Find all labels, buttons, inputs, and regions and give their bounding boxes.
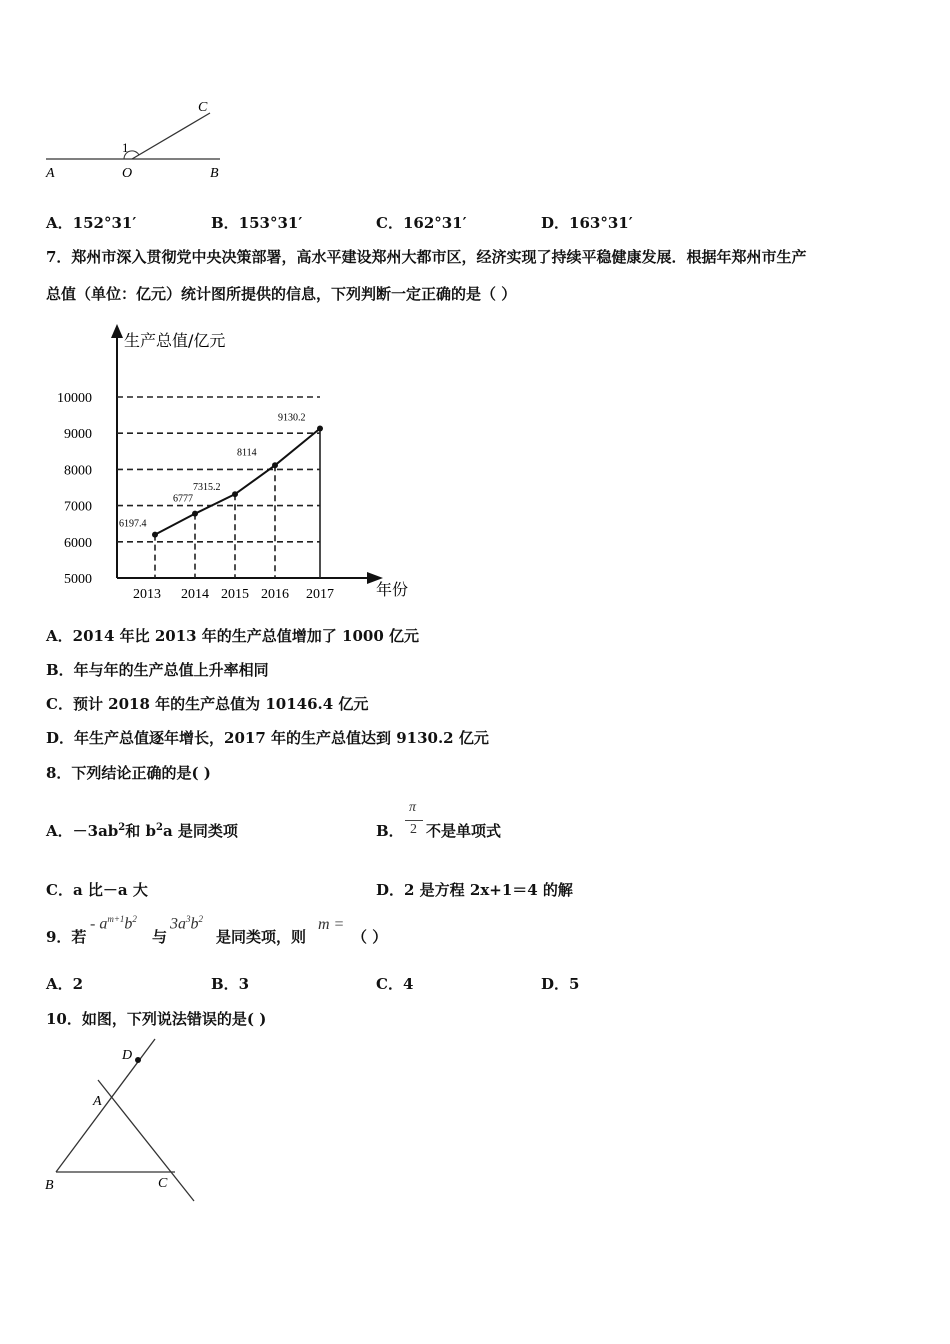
- q6-option-b: B．153°31′: [211, 214, 303, 232]
- q8-a-sup1: 2: [118, 822, 126, 833]
- chart-x-tick-label: 2014: [181, 587, 209, 602]
- label-B: B: [210, 166, 219, 181]
- q8-a-mid: 和 b: [125, 822, 156, 840]
- q7-option-a: A．2014 年比 2013 年的生产总值增加了 1000 亿元: [46, 627, 419, 645]
- chart-y-tick-label: 6000: [64, 535, 92, 551]
- chart-data-label: 8114: [237, 447, 257, 459]
- chart-y-tick-label: 5000: [64, 572, 92, 587]
- q9-term2: [170, 914, 203, 933]
- chart-x-tick-label: 2013: [133, 587, 161, 602]
- q9-term2-b: b: [190, 915, 199, 933]
- chart-data-label: 6197.4: [119, 518, 147, 530]
- label-C: C: [158, 1176, 168, 1191]
- q7-option-d: D．年生产总值逐年增长，2017 年的生产总值达到 9130.2 亿元: [46, 729, 489, 747]
- chart-y-tick-label: 7000: [64, 499, 92, 515]
- q9-and: 与: [152, 928, 168, 946]
- chart-data-label: 9130.2: [278, 412, 306, 424]
- q7-line-chart: [40, 318, 430, 613]
- q9-term1-bexp: 2: [132, 914, 137, 924]
- q8-pi-denominator: 2: [410, 822, 417, 837]
- q10-triangle-figure: [40, 1035, 210, 1205]
- chart-data-point: [317, 425, 323, 431]
- chart-data-point: [272, 462, 278, 468]
- q8-a-prefix: A．－3ab: [46, 822, 119, 840]
- q9-m-equals: m =: [318, 916, 345, 933]
- q6-option-c: C．162°31′: [376, 214, 467, 232]
- q10-stem: 10．如图，下列说法错误的是( ): [46, 1010, 267, 1028]
- label-D: D: [122, 1048, 133, 1063]
- chart-series-line: [155, 428, 320, 534]
- q8-option-b-prefix: B．: [376, 822, 404, 840]
- q9-term2-bexp: 2: [198, 914, 203, 924]
- q9-term2-exp: 3: [186, 914, 191, 924]
- q9-term1-base: - a: [90, 915, 108, 933]
- chart-y-tick-label: 10000: [57, 391, 92, 406]
- label-C: C: [198, 100, 208, 115]
- q7-stem-line2: 总值（单位：亿元）统计图所提供的信息，下列判断一定正确的是（ ）: [46, 285, 517, 303]
- chart-y-tick-label: 9000: [64, 427, 92, 443]
- q8-pi-numerator: π: [409, 800, 417, 815]
- q6-option-d: D．163°31′: [541, 214, 633, 232]
- q8-stem: 8．下列结论正确的是( ): [46, 764, 211, 782]
- chart-x-tick-label: 2015: [221, 587, 249, 602]
- q8-option-b-suffix: 不是单项式: [426, 822, 502, 840]
- q6-angle-figure: [40, 95, 240, 190]
- label-O: O: [122, 166, 133, 181]
- chart-y-tick-label: 8000: [64, 463, 92, 479]
- label-A: A: [93, 1094, 102, 1109]
- q9-term2-base: 3a: [170, 915, 186, 933]
- chart-data-point: [152, 532, 158, 538]
- q8-a-sup2: 2: [155, 822, 163, 833]
- label-B: B: [45, 1178, 54, 1193]
- chart-x-tick-label: 2016: [261, 587, 289, 602]
- chart-data-label: 7315.2: [193, 482, 221, 494]
- chart-y-axis-label: 生产总值/亿元: [124, 331, 226, 350]
- q9-prefix: 9．若: [46, 928, 87, 946]
- q7-option-c: C．预计 2018 年的生产总值为 10146.4 亿元: [46, 695, 369, 713]
- q8-option-d: D．2 是方程 2x+1＝4 的解: [376, 881, 573, 899]
- q6-option-a: A．152°31′: [46, 214, 137, 232]
- q9-term1: [90, 914, 137, 933]
- label-angle-1: 1: [122, 140, 129, 155]
- chart-data-point: [192, 511, 198, 517]
- q8-a-suffix: a 是同类项: [162, 822, 238, 840]
- q9-suffix: （ ）: [352, 928, 388, 946]
- chart-data-label: 6777: [173, 493, 193, 505]
- q8-option-a: [46, 820, 238, 841]
- q7-option-b: B．年与年的生产总值上升率相同: [46, 661, 269, 679]
- q9-option-a: A．2: [46, 975, 84, 993]
- q7-stem-line1: 7．郑州市深入贯彻党中央决策部署，高水平建设郑州大都市区，经济实现了持续平稳健康发展．根据年郑州市生产: [46, 248, 807, 266]
- label-A: A: [46, 166, 55, 181]
- chart-data-point: [232, 491, 238, 497]
- chart-x-tick-label: 2017: [306, 587, 334, 602]
- q9-option-c: C．4: [376, 975, 414, 993]
- q9-term1-exp: m+1: [107, 914, 125, 924]
- q9-option-b: B．3: [211, 975, 250, 993]
- chart-x-axis-label: 年份: [376, 580, 409, 599]
- q9-option-d: D．5: [541, 975, 580, 993]
- q9-term1-b: b: [124, 915, 133, 933]
- q9-middle: 是同类项，则: [216, 928, 307, 946]
- q8-fraction-bar: [405, 820, 423, 821]
- q8-option-c: C．a 比－a 大: [46, 881, 148, 899]
